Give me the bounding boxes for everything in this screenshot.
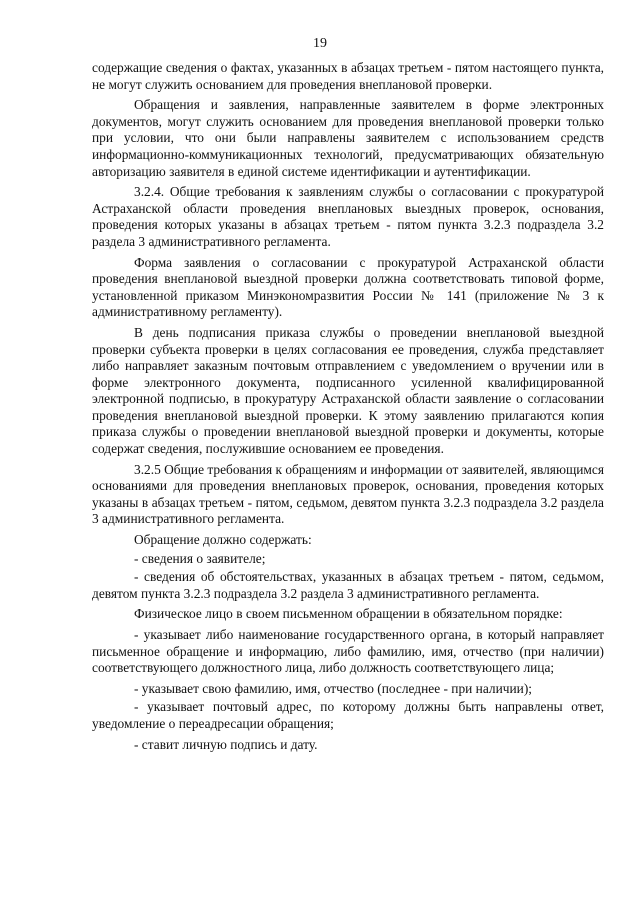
list-item-own-name: - указывает свою фамилию, имя, отчество (последнее - при наличии); [134,680,533,696]
paragraph-3-2-5: 3.2.5 Общие требования к обращениям и информации от заявителей, являющимся основаниями для проведения внеплановых проверок, основания, проведения которых указаны в абзацах третьем - пятом, седьмом, девятом пункта 3.2.3 подраздела 3.2 раздела 3 административного регламента. [92,461,605,527]
list-item-signature-date: - ставит личную подпись и дату. [134,736,318,752]
list-item-recipient: - указывает либо наименование государственного органа, в который направляет письменное обращение и информацию, либо фамилию, имя, отчество (при наличии) соответствующего должностного лица, либо должность соответствующего лица; [92,627,604,676]
list-item-postal-address: - указывает почтовый адрес, по которому должны быть направлены ответ, уведомление о переадресации обращения; [92,699,604,731]
list-item-applicant-info: - сведения о заявителе; [134,550,266,566]
paragraph-3-2-4: 3.2.4. Общие требования к заявлениям службы о согласовании с прокуратурой Астраханской области проведения внеплановых выездных проверок, основания, проведения которых указаны в абзацах третьем - пятом пункта 3.2.3 подраздела 3.2 раздела 3 административного регламента. [92,184,604,249]
list-item-circumstances: - сведения об обстоятельствах, указанных в абзацах третьем - пятом, седьмом, девятом пункта 3.2.3 подраздела 3.2 раздела 3 административного регламента. [92,569,604,601]
paragraph-signing-day: В день подписания приказа службы о проведении внеплановой выездной проверки субъекта проверки в целях согласования ее проведения, служба представляет либо направляет заказным почтовым отправлением с уведомлением о вручении или в форме электронного документа, подписанного усиленной квалифицированной электронной подписью, в прокуратуру Астраханской области заявление о согласовании проведения внеплановой выездной проверки. К этому заявлению прилагаются копия приказа службы о проведении внеплановой выездной проверки и документы, которые содержат сведения, послужившие основанием ее проведения. [92,324,604,457]
paragraph-electronic-documents: Обращения и заявления, направленные заявителем в форме электронных документов, могут служить основанием для проведения внеплановой проверки только при условии, что они были направлены заявителем с использованием средств информационно-коммуникационных технологий, предусматривающих обязательную авторизацию заявителя в единой системе идентификации и аутентификации. [92,97,604,179]
paragraph-continuation: содержащие сведения о фактах, указанных в абзацах третьем - пятом настоящего пункта, не могут служить основанием для проведения внеплановой проверки. [92,60,604,92]
page-number: 19 [313,36,327,51]
paragraph-application-form: Форма заявления о согласовании с прокуратурой Астраханской области проведения внеплановой выездной проверки должна соответствовать типовой форме, установленной приказом Минэкономразвития России № 141 (приложение № 3 к административному регламенту). [92,254,604,320]
document-body [92,60,604,757]
paragraph-appeal-contents: Обращение должно содержать: [134,532,312,548]
paragraph-individual-appeal: Физическое лицо в своем письменном обращении в обязательном порядке: [134,606,563,622]
